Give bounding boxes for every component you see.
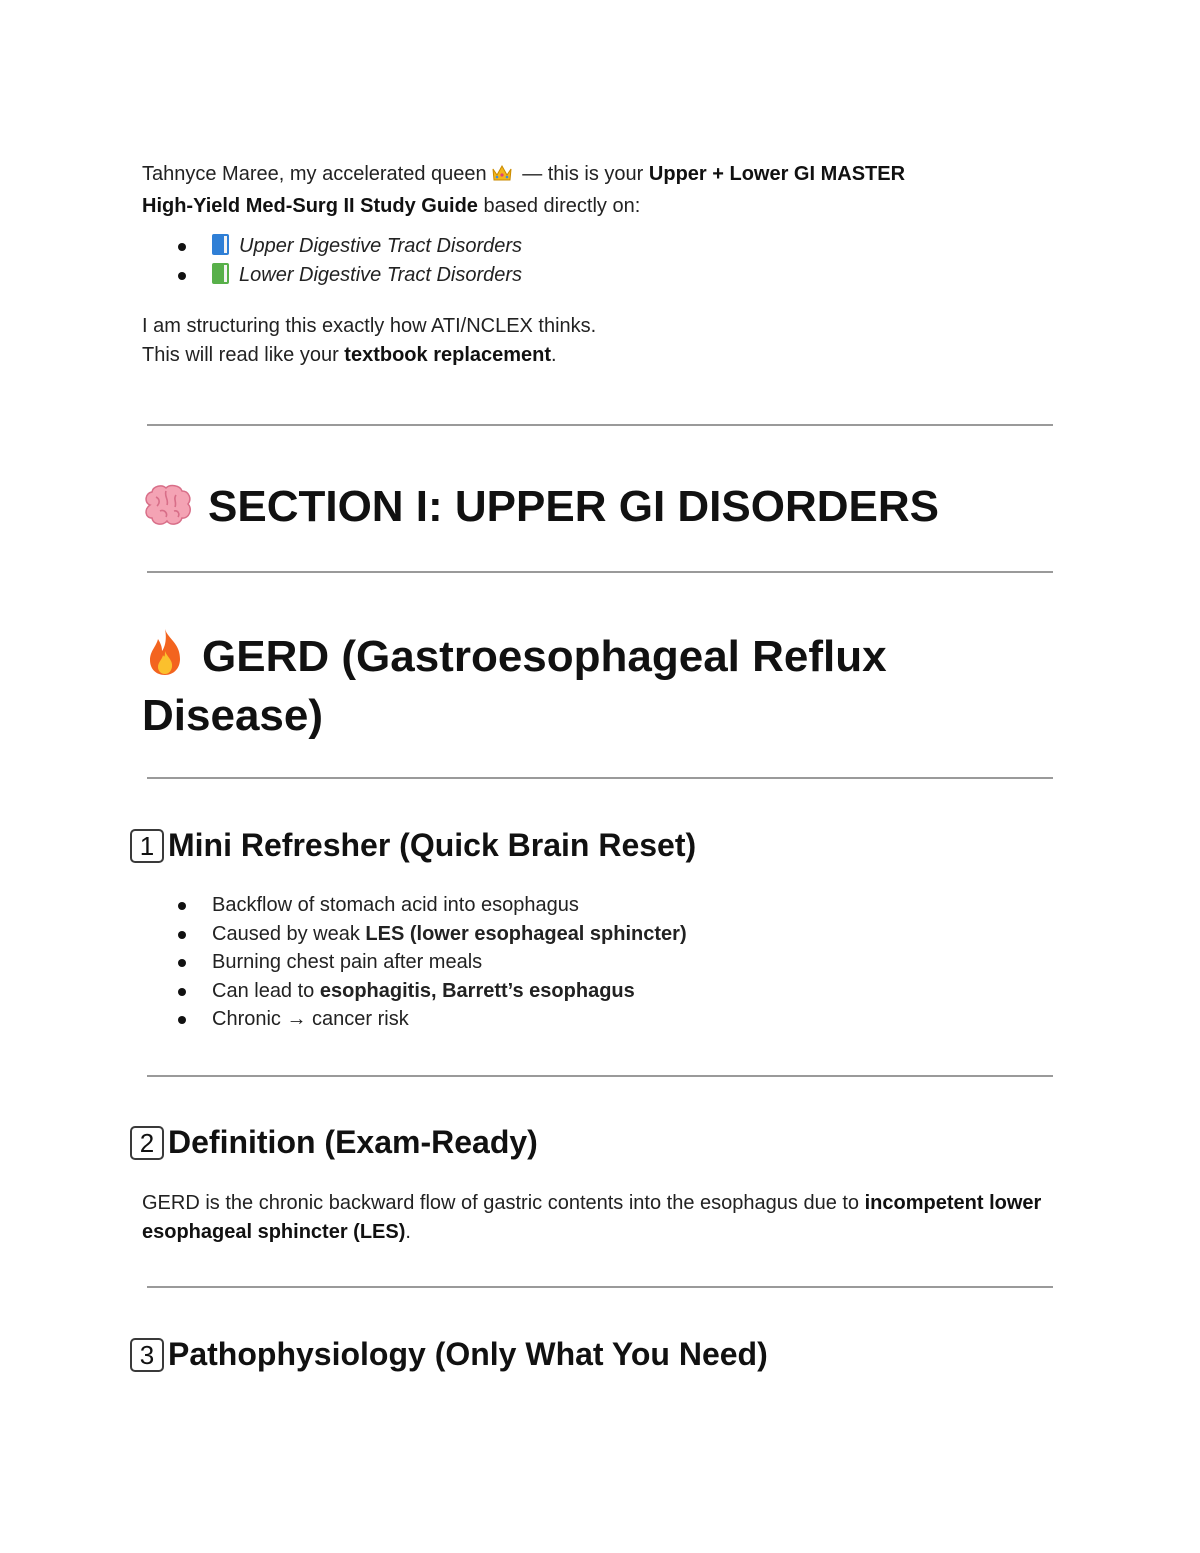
subsection-title: Definition (Exam-Ready) (168, 1124, 538, 1160)
structure-paragraph (142, 312, 1062, 369)
subsection-title: Mini Refresher (Quick Brain Reset) (168, 827, 697, 863)
subsection-title: Pathophysiology (Only What You Need) (168, 1336, 768, 1372)
replacement-bold: textbook replacement (344, 343, 552, 366)
list-item (142, 977, 1062, 1006)
topic-heading (142, 627, 962, 745)
divider (147, 1075, 1053, 1077)
bullet-text: Backflow of stomach acid into esophagus (212, 894, 579, 916)
list-item (142, 891, 1062, 920)
definition-bold: incompetent lower esophageal sphincter (LES) (142, 1192, 1042, 1243)
green-book-icon (212, 263, 229, 284)
section-heading (142, 478, 939, 536)
divider (147, 571, 1053, 573)
intro-based-on: based directly on: (477, 194, 641, 217)
keycap-number-icon: 1 (130, 829, 164, 863)
fire-icon (142, 627, 188, 677)
divider (147, 424, 1053, 426)
bullet-text: Can lead to (212, 979, 320, 1002)
definition-end: . (405, 1220, 411, 1243)
intro-bold-title-2: High-Yield Med-Surg II Study Guide (142, 194, 478, 217)
structure-line: I am structuring this exactly how ATI/NCLEX thinks. (142, 315, 597, 337)
subsection-heading-3 (130, 1334, 768, 1374)
bullet-bold: LES (lower esophageal sphincter) (365, 922, 687, 945)
blue-book-icon (212, 234, 229, 255)
source-label: Lower Digestive Tract Disorders (239, 263, 523, 286)
refresher-list (142, 891, 1062, 1034)
source-list (142, 232, 1062, 289)
list-item (142, 261, 1062, 290)
list-item (142, 948, 1062, 977)
bullet-text: Caused by weak (212, 922, 366, 945)
definition-text: GERD is the chronic backward flow of gastric contents into the esophagus due to (142, 1192, 865, 1214)
crown-icon (491, 163, 513, 192)
brain-icon (142, 483, 194, 527)
source-label: Upper Digestive Tract Disorders (239, 235, 523, 257)
definition-paragraph (142, 1189, 1057, 1246)
divider (147, 1286, 1053, 1288)
replacement-pre: This will read like your (142, 343, 345, 366)
bullet-text: Burning chest pain after meals (212, 951, 483, 973)
topic-heading-text: GERD (Gastroesophageal Reflux Disease) (142, 632, 887, 740)
keycap-number-icon: 3 (130, 1338, 164, 1372)
list-item (142, 232, 1062, 261)
section-heading-text: SECTION I: UPPER GI DISORDERS (208, 482, 939, 531)
bullet-bold: esophagitis, Barrett’s esophagus (319, 979, 635, 1002)
list-item (142, 920, 1062, 949)
replacement-post: . (551, 343, 557, 366)
keycap-number-icon: 2 (130, 1126, 164, 1160)
intro-greeting: Tahnyce Maree, my accelerated queen (142, 163, 487, 185)
subsection-heading-1 (130, 825, 696, 865)
intro-bold-title-1: Upper + Lower GI MASTER (648, 163, 906, 185)
subsection-heading-2 (130, 1122, 538, 1162)
divider (147, 777, 1053, 779)
intro-paragraph (142, 160, 1062, 220)
intro-block (142, 160, 1062, 369)
bullet-text: Chronic → cancer risk (212, 1008, 409, 1030)
intro-connector: — this is your (516, 163, 649, 185)
list-item (142, 1005, 1062, 1034)
